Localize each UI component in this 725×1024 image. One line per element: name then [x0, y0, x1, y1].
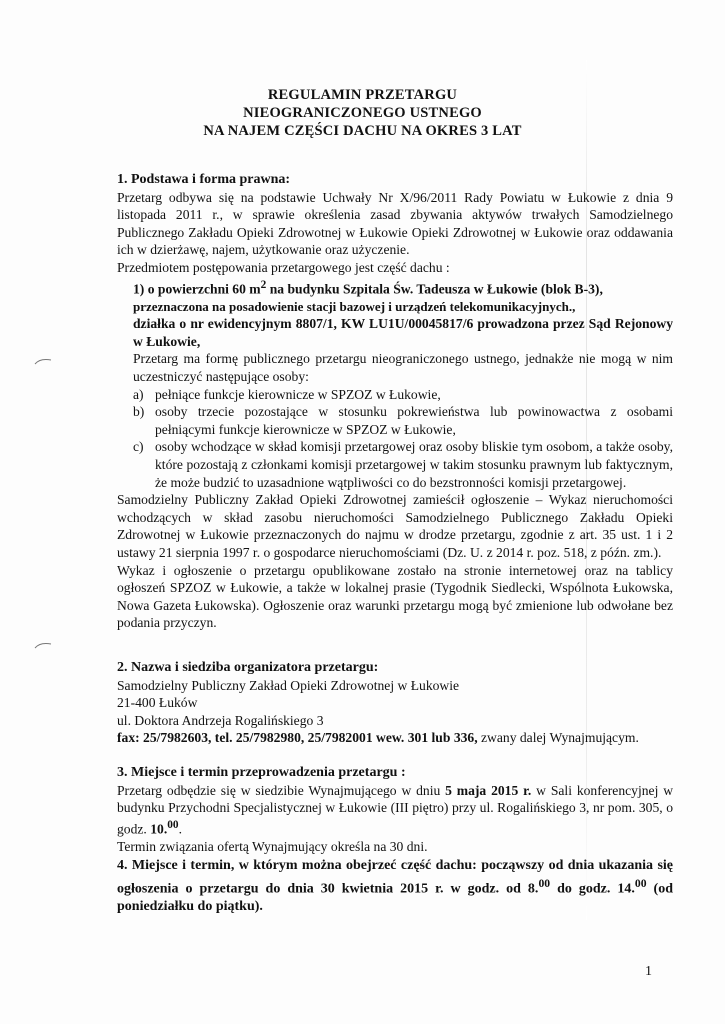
organizer-contact: [117, 729, 673, 747]
section-2-heading: 2. Nazwa i siedziba organizatora przetargu:: [117, 660, 379, 675]
section-4-text-b: począwszy od dnia ukazania się ogłoszenia o przetargu do dnia 30 kwietnia 2015 r. w godz. od 8.: [117, 858, 673, 897]
section-4-sup-2: 00: [634, 876, 647, 890]
scan-mark-icon: [34, 641, 52, 649]
organizer-postcode: 21-400 Łuków: [117, 695, 198, 711]
section-4: [117, 857, 673, 915]
section-1-heading: 1. Podstawa i forma prawna:: [117, 172, 291, 187]
section-3-text-end: .: [178, 821, 182, 837]
section-3: [117, 764, 673, 856]
organizer-name: Samodzielny Publiczny Zakład Opieki Zdrowotnej w Łukowie: [117, 677, 460, 693]
list-item-text: pełniące funkcje kierownicze w SPZOZ w Łukowie,: [155, 386, 441, 402]
list-item: [117, 386, 673, 404]
title-line-3: NA NAJEM CZĘŚCI DACHU NA OKRES 3 LAT: [203, 123, 522, 139]
auction-hour-sup: 00: [167, 818, 179, 831]
section-3-text-a: Przetarg odbędzie się w siedzibie Wynajmującego w dniu: [117, 782, 446, 798]
section-1-paragraph-2: Przedmiotem postępowania przetargowego jest część dachu :: [117, 259, 450, 275]
organizer-street: ul. Doktora Andrzeja Rogalińskiego 3: [117, 712, 324, 728]
organizer-fax-tel: fax: 25/7982603, tel. 25/7982980, 25/7982001 wew. 301 lub 336,: [117, 730, 478, 746]
section-1-paragraph-5: Wykaz i ogłoszenie o przetargu opublikowane zostało na stronie internetowej oraz na tablicy ogłoszeń SPZOZ w Łukowie, a także w lokalnej prasie (Tygodnik Siedlecki, Wspólnota Łukowska, Nowa Gazeta Łukowska). Ogłoszenie oraz warunki przetargu mogą być zmienione lub odwołane bez podania przyczyn.: [117, 562, 673, 631]
title-line-2: NIEOGRANICZONEGO USTNEGO: [243, 105, 482, 121]
section-3-paragraph-2: Termin związania ofertą Wynajmujący określa na 30 dni.: [117, 838, 428, 854]
section-1-paragraph-1: Przetarg odbywa się na podstawie Uchwały Nr X/96/2011 Rady Powiatu w Łukowie z dnia 9 listopada 2011 r., w sprawie określenia zasad zbywania aktywów trwałych Samodzielnego Publicznego Zakładu Opieki Zdrowotnej w Łukowie Opieki Zdrowotnej w Łukowie oraz oddawania ich w dzierżawę, najem, użytkowanie oraz użyczenie.: [117, 189, 673, 258]
section-1-paragraph-3: Przetarg ma formę publicznego przetargu nieograniczonego ustnego, jednakże nie mogą w nim uczestniczyć następujące osoby:: [133, 351, 673, 385]
section-1-paragraph-4: Samodzielny Publiczny Zakład Opieki Zdrowotnej zamieścił ogłoszenie – Wykaz nieruchomości wchodzących w skład zasobu nieruchomości Samodzielnego Publicznego Zakładu Opieki Zdrowotnej w Łukowie przeznaczonych do najmu w drodze przetargu, zgodnie z art. 35 ust. 1 i 2 ustawy 21 sierpnia 1997 r. o gospodarce nieruchomościami (Dz. U. z 2014 r. poz. 518, z późn. zm.).: [117, 492, 673, 560]
list-item-mark: c): [133, 439, 144, 455]
section-2: [117, 659, 673, 747]
section-4-text-c: do godz. 14.: [550, 881, 635, 897]
subject-description: [117, 277, 673, 298]
list-item: [117, 403, 673, 438]
subject-parcel: działka o nr ewidencyjnym 8807/1, KW LU1U/00045817/6 prowadzona przez Sąd Rejonowy w Łukowie,: [133, 316, 673, 349]
section-4-heading: 4. Miejsce i termin, w którym można obejrzeć część dachu:: [117, 858, 477, 873]
section-3-text-b: w Sali konferencyjnej w budynku Przychodni Specjalistycznej w Łukowie (III piętro) przy ul. Rogalińskiego 3, nr pom. 305, o godz.: [117, 782, 674, 837]
list-item-text: osoby trzecie pozostające w stosunku pokrewieństwa lub powinowactwa z osobami pełniącymi funkcje kierownicze w SPZOZ w Łukowie,: [155, 404, 673, 437]
page-number: 1: [645, 964, 652, 979]
section-4-paragraph: [117, 857, 673, 915]
auction-date: 5 maja 2015 r.: [445, 782, 532, 798]
list-item-mark: b): [133, 404, 145, 420]
section-3-heading: 3. Miejsce i termin przeprowadzenia przetargu :: [117, 765, 406, 780]
organizer-alias: zwany dalej Wynajmującym.: [477, 730, 639, 746]
section-1: [117, 171, 673, 632]
auction-hour: 10.: [150, 821, 168, 837]
section-3-paragraph-1: [117, 782, 673, 838]
list-item: [117, 438, 673, 491]
subject-purpose: przeznaczona na posadowienie stacji bazowej i urządzeń telekomunikacyjnych.,: [133, 298, 576, 314]
title-line-1: REGULAMIN PRZETARGU: [267, 87, 458, 103]
list-item-text: osoby wchodzące w skład komisji przetargowej oraz osoby bliskie tym osobom, a także osoby, które pozostają z członkami komisji przetargowej w takim stosunku prawnym lub faktycznym, że może budzić to uzasadnione wątpliwości co do bezstronności komisji przetargowej.: [155, 439, 673, 490]
list-item-mark: a): [133, 386, 144, 402]
subject-area-unit-sup: 2: [260, 278, 267, 291]
section-4-sup-1: 00: [538, 876, 551, 890]
subject-area: 1) o powierzchni 60 m: [133, 281, 261, 297]
subject-building: na budynku Szpitala Św. Tadeusza w Łukowie (blok B-3),: [266, 281, 603, 297]
section-4-text-d: (od poniedziałku do piątku).: [117, 881, 673, 914]
scan-mark-icon: [34, 357, 52, 365]
